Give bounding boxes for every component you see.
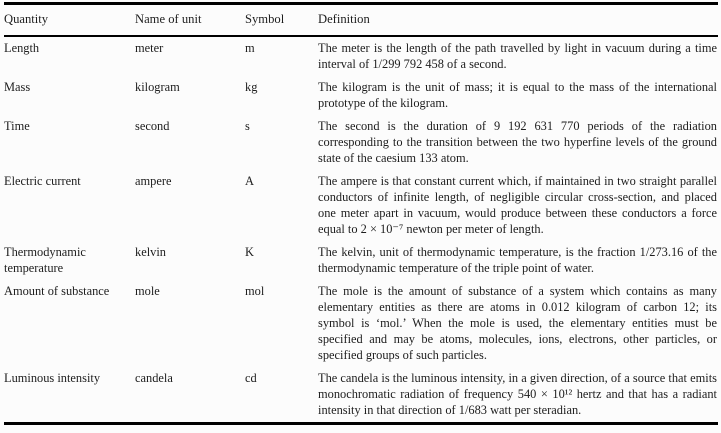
table-row-amount-of-substance — [4, 280, 718, 367]
definition-cell: The second is the duration of 9 192 631 770 periods of the radiation corresponding to the transition between the two hyperfine levels of the ground state of the caesium 133 atom. — [318, 118, 717, 165]
symbol-cell: cd — [245, 370, 257, 385]
symbol-cell: A — [245, 173, 254, 188]
table-row-luminous-intensity — [4, 367, 718, 422]
unit-cell: kelvin — [135, 244, 166, 259]
symbol-cell: m — [245, 40, 255, 55]
header-cell-definition: Definition — [318, 12, 370, 26]
table-row-length — [4, 37, 718, 76]
definition-cell: The meter is the length of the path travelled by light in vacuum during a time interval of 1/299 792 458 of a second. — [318, 40, 717, 71]
table-row-thermodynamic-temperature — [4, 241, 718, 280]
header-cell-quantity: Quantity — [4, 12, 49, 26]
quantity-cell: Luminous intensity — [4, 370, 101, 385]
quantity-cell: Mass — [4, 79, 31, 94]
header-cell-symbol: Symbol — [245, 12, 285, 26]
definition-cell: The kelvin, unit of thermodynamic temperature, is the fraction 1/273.16 of the thermodynamic temperature of the triple point of water. — [318, 244, 717, 275]
quantity-cell: Thermodynamic temperature — [4, 244, 86, 275]
table-row-time — [4, 115, 718, 170]
quantity-cell: Length — [4, 40, 40, 55]
symbol-cell: kg — [245, 79, 258, 94]
unit-cell: second — [135, 118, 170, 133]
bottom-rule — [4, 422, 718, 425]
symbol-cell: K — [245, 244, 254, 259]
definition-cell: The candela is the luminous intensity, in a given direction, of a source that emits monochromatic radiation of frequency 540 × 10¹² hertz and that has a radiant intensity in that direction of 1/683 watt per steradian. — [318, 370, 717, 417]
unit-cell: meter — [135, 40, 164, 55]
quantity-cell: Amount of substance — [4, 283, 110, 298]
definition-cell: The mole is the amount of substance of a system which contains as many elementary entities as there are atoms in 0.012 kilogram of carbon 12; its symbol is ‘mol.’ When the mole is used, the elementary entities must be specified and may be atoms, molecules, ions, electrons, other particles, or specified groups of such particles. — [318, 283, 717, 362]
unit-cell: ampere — [135, 173, 172, 188]
symbol-cell: mol — [245, 283, 265, 298]
quantity-cell: Time — [4, 118, 30, 133]
unit-cell: mole — [135, 283, 160, 298]
table-header-row — [4, 5, 718, 35]
header-cell-unit: Name of unit — [135, 12, 202, 26]
unit-cell: kilogram — [135, 79, 180, 94]
definition-cell: The ampere is that constant current which, if maintained in two straight parallel conductors of infinite length, of negligible circular cross-section, and placed one meter apart in vacuum, would produce between these conductors a force equal to 2 × 10⁻⁷ newton per meter of length. — [318, 173, 717, 236]
definition-cell: The kilogram is the unit of mass; it is equal to the mass of the international prototype of the kilogram. — [318, 79, 717, 110]
unit-cell: candela — [135, 370, 173, 385]
quantity-cell: Electric current — [4, 173, 81, 188]
table-row-mass — [4, 76, 718, 115]
table-row-electric-current — [4, 170, 718, 241]
symbol-cell: s — [245, 118, 250, 133]
